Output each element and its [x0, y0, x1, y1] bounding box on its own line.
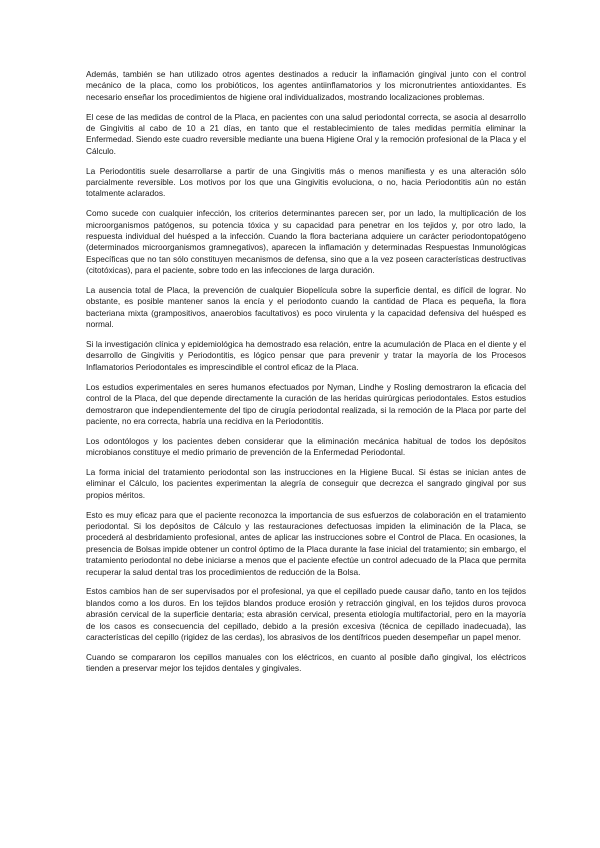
paragraph-6: Si la investigación clínica y epidemiológica ha demostrado esa relación, entre la acumulación de Placa en el diente y el desarrollo de Gingivitis y Periodontitis, es lógico pensar que para prevenir y tratar la mayoría de los Procesos Inflamatorios Periodontales es imprescindible el control eficaz de la Placa. — [86, 339, 526, 372]
paragraph-4: Como sucede con cualquier infección, los criterios determinantes parecen ser, por un lado, la multiplicación de los microorganismos patógenos, su potencia tóxica y su capacidad para penetrar en los tejidos y, por otro lado, la respuesta individual del huésped a la infección. Cuando la flora bacteriana adquiere un carácter periodontopatógeno (determinados microorganismos gramnegativos), aparecen la inflamación y determinadas Respuestas Inmunológicas Específicas que no tan sólo constituyen mecanismos de defensa, sino que a la vez poseen características destructivas (citotóxicas), para el paciente, sobre todo en las infecciones de larga duración. — [86, 208, 526, 276]
document-page — [86, 69, 526, 683]
paragraph-12: Cuando se compararon los cepillos manuales con los eléctricos, en cuanto al posible daño gingival, los eléctricos tienden a preservar mejor los tejidos dentales y gingivales. — [86, 651, 526, 674]
paragraph-10: Esto es muy eficaz para que el paciente reconozca la importancia de sus esfuerzos de colaboración en el tratamiento periodontal. Si los depósitos de Cálculo y las restauraciones defectuosas impiden la eliminación de la Placa, se procederá al desbridamiento profesional, antes de aplicar las instrucciones sobre el Control de Placa. En ocasiones, la presencia de Bolsas impide obtener un control óptimo de la Placa durante la fase inicial del tratamiento; sin embargo, el tratamiento periodontal no debe iniciarse a menos que el paciente efectúe un control adecuado de la Placa que permita recuperar la salud dental tras los procedimientos de reducción de la Bolsa. — [86, 509, 526, 577]
paragraph-2: El cese de las medidas de control de la Placa, en pacientes con una salud periodontal correcta, se asocia al desarrollo de Gingivitis al cabo de 10 a 21 días, en tanto que el restablecimiento de tales medidas permitía eliminar la Enfermedad. Siendo este cuadro reversible mediante una buena Higiene Oral y la remoción profesional de la Placa y el Cálculo. — [86, 111, 526, 156]
paragraph-9: La forma inicial del tratamiento periodontal son las instrucciones en la Higiene Bucal. Si éstas se inician antes de eliminar el Cálculo, los pacientes experimentan la alegría de conseguir que decrezca el sangrado gingival por sus propios méritos. — [86, 466, 526, 500]
paragraph-3: La Periodontitis suele desarrollarse a partir de una Gingivitis más o menos manifiesta y es una alteración sólo parcialmente reversible. Los motivos por los que una Gingivitis evoluciona, o no, hacia Periodontitis aún no están totalmente aclarados. — [86, 165, 526, 199]
paragraph-11: Estos cambios han de ser supervisados por el profesional, ya que el cepillado puede causar daño, tanto en los tejidos blandos como a los duros. En los tejidos blandos produce erosión y retracción gingival, en los tejidos duros provoca abrasión cervical de la superficie dentaria; esta abrasión cervical, presenta etiología multifactorial, pero en la mayoría de los casos es consecuencia del cepillado, debido a la presión excesiva (técnica de cepillado inadecuada), las características del cepillo (rigidez de las cerdas), los abrasivos de los dentífricos pueden desempeñar un papel menor. — [86, 586, 526, 642]
paragraph-1: Además, también se han utilizado otros agentes destinados a reducir la inflamación gingival junto con el control mecánico de la placa, como los probióticos, los agentes antiinflamatorios y los micronutrientes antioxidantes. Es necesario enseñar los procedimientos de higiene oral individualizados, mostrando localizaciones problemas. — [86, 69, 526, 102]
paragraph-8: Los odontólogos y los pacientes deben considerar que la eliminación mecánica habitual de todos los depósitos microbianos constituye el medio primario de prevención de la Enfermedad Periodontal. — [86, 435, 526, 458]
paragraph-5: La ausencia total de Placa, la prevención de cualquier Biopelícula sobre la superficie dental, es difícil de lograr. No obstante, es posible mantener sanos la encía y el periodonto cuando la cantidad de Placa es pequeña, la flora bacteriana mixta (grampositivos, anaerobios facultativos) es poco virulenta y la capacidad defensiva del huésped es normal. — [86, 285, 526, 330]
paragraph-7: Los estudios experimentales en seres humanos efectuados por Nyman, Lindhe y Rosling demostraron la eficacia del control de la Placa, del que depende directamente la curación de las heridas quirúrgicas periodontales. Estos estudios demostraron que independientemente del tipo de cirugía periodontal realizada, si la remoción de la Placa por parte del paciente, no era correcta, habría una recidiva en la Periodontitis. — [86, 381, 526, 426]
